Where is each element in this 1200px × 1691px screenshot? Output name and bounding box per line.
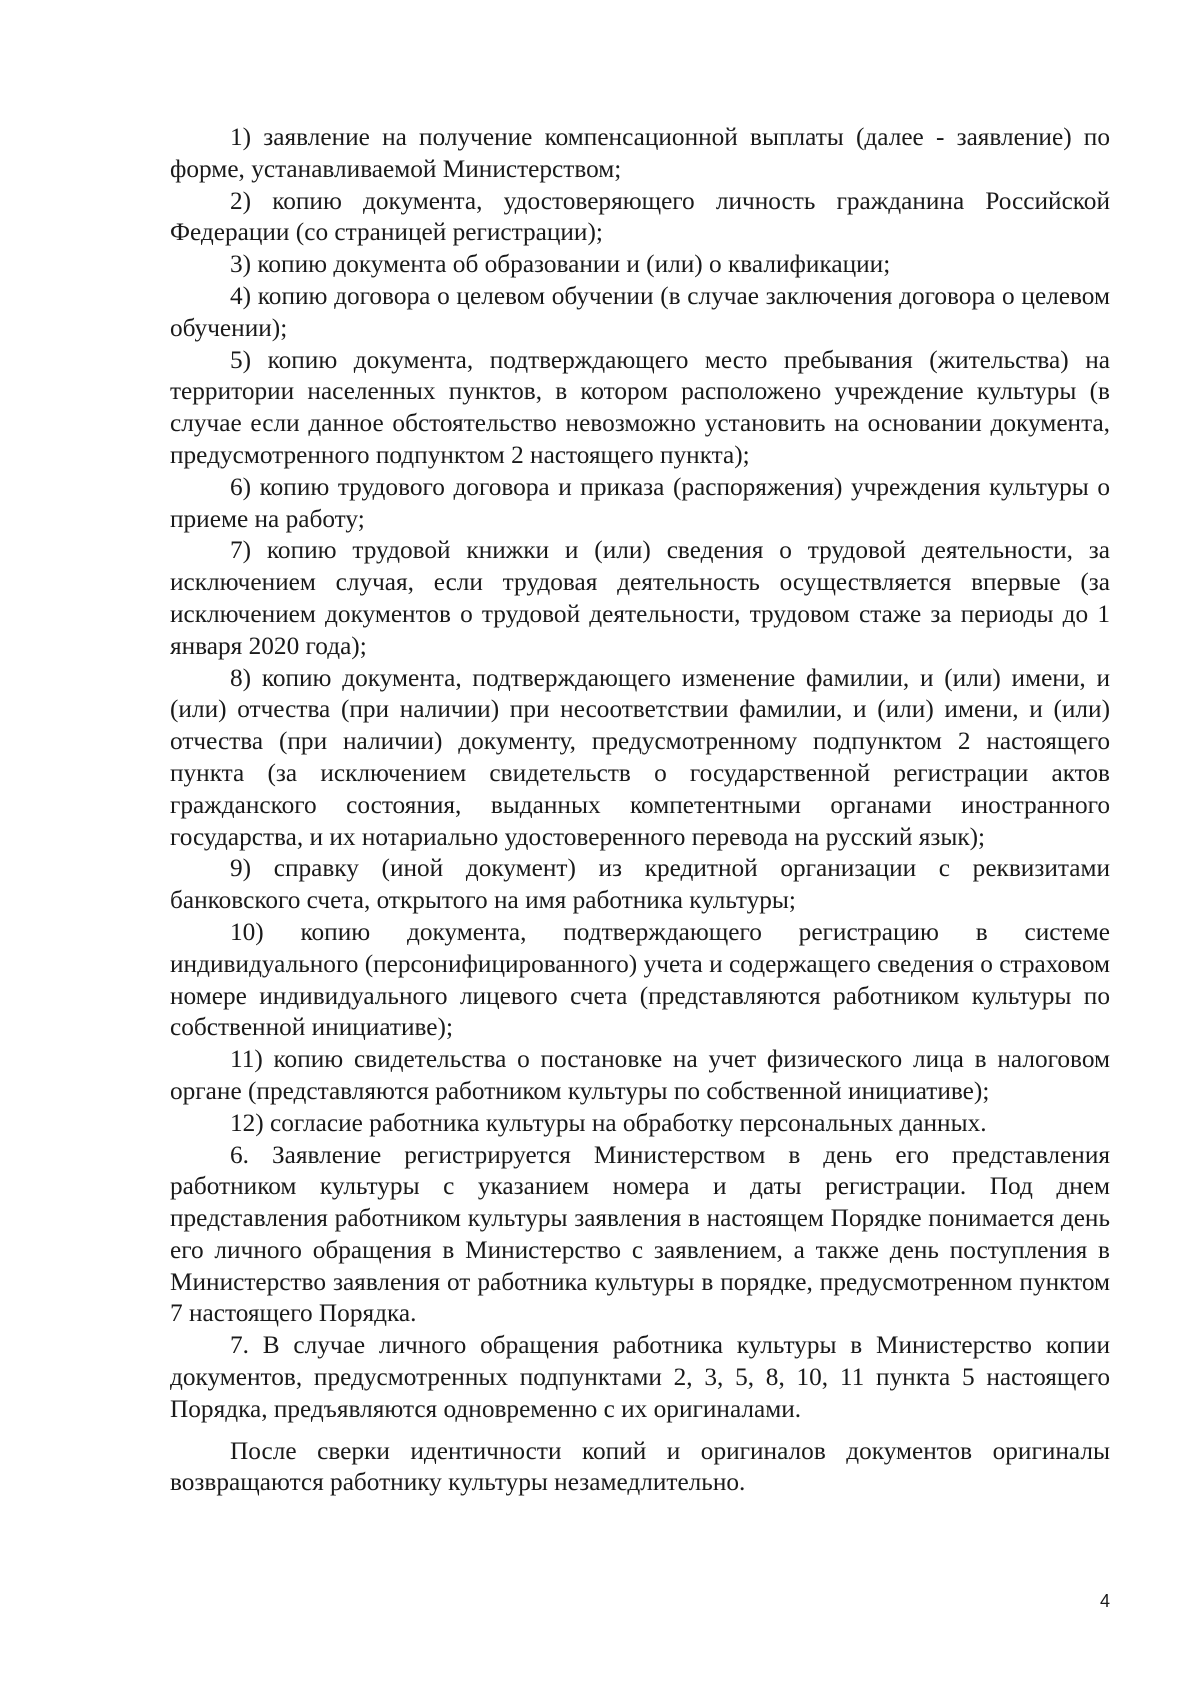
page-number: 4 <box>1099 1591 1110 1611</box>
paragraph-item-1: 1) заявление на получение компенсационной выплаты (далее - заявление) по форме, устанавливаемой Министерством; <box>170 123 1110 183</box>
paragraph-item-9: 9) справку (иной документ) из кредитной организации с реквизитами банковского счета, открытого на имя работника культуры; <box>170 854 1110 915</box>
paragraph-item-7: 7) копию трудовой книжки и (или) сведения о трудовой деятельности, за исключением случая, если трудовая деятельность осуществляется впервые (за исключением документов о трудовой деятельности, трудовом стаже за периоды до 1 января 2020 года); <box>170 536 1110 660</box>
paragraph-section-7: 7. В случае личного обращения работника культуры в Министерство копии документов, предусмотренных подпунктами 2, 3, 5, 8, 10, 11 пункта 5 настоящего Порядка, предъявляются одновременно с их оригиналами. <box>170 1331 1110 1423</box>
paragraph-item-2: 2) копию документа, удостоверяющего личность гражданина Российской Федерации (со страницей регистрации); <box>170 186 1110 247</box>
paragraph-item-8: 8) копию документа, подтверждающего изменение фамилии, и (или) имени, и (или) отчества (при наличии) при несоответствии фамилии, и (или) имени, и (или) отчества (при наличии) документу, предусмотренному подпунктом 2 настоящего пункта (за исключением свидетельств о государственной регистрации актов гражданского состояния, выданных компетентными органами иностранного государства, и их нотариально удостоверенного перевода на русский язык); <box>170 663 1110 851</box>
paragraph-section-6: 6. Заявление регистрируется Министерством в день его представления работником культуры с указанием номера и даты регистрации. Под днем представления работником культуры заявления в настоящем Порядке понимается день его личного обращения в Министерство с заявлением, а также день поступления в Министерство заявления от работника культуры в порядке, предусмотренном пунктом 7 настоящего Порядка. <box>170 1140 1110 1328</box>
paragraph-section-7-continued: После сверки идентичности копий и оригиналов документов оригиналы возвращаются работнику культуры незамедлительно. <box>170 1436 1110 1497</box>
paragraph-item-12: 12) согласие работника культуры на обработку персональных данных. <box>230 1108 987 1137</box>
paragraph-item-4: 4) копию договора о целевом обучении (в случае заключения договора о целевом обучении); <box>170 281 1110 342</box>
paragraph-item-10: 10) копию документа, подтверждающего регистрацию в системе индивидуального (персонифицированного) учета и содержащего сведения о страховом номере индивидуального лицевого счета (представляются работником культуры по собственной инициативе); <box>170 917 1110 1042</box>
paragraph-item-3: 3) копию документа об образовании и (или) о квалификации; <box>230 250 891 279</box>
paragraph-item-6: 6) копию трудового договора и приказа (распоряжения) учреждения культуры о приеме на работу; <box>170 472 1110 533</box>
document-body <box>170 122 1110 1499</box>
paragraph-item-11: 11) копию свидетельства о постановке на учет физического лица в налоговом органе (представляются работником культуры по собственной инициативе); <box>170 1045 1110 1105</box>
paragraph-item-5: 5) копию документа, подтверждающего место пребывания (жительства) на территории населенных пунктов, в котором расположено учреждение культуры (в случае если данное обстоятельство невозможно установить на основании документа, предусмотренного подпунктом 2 настоящего пункта); <box>170 345 1110 469</box>
